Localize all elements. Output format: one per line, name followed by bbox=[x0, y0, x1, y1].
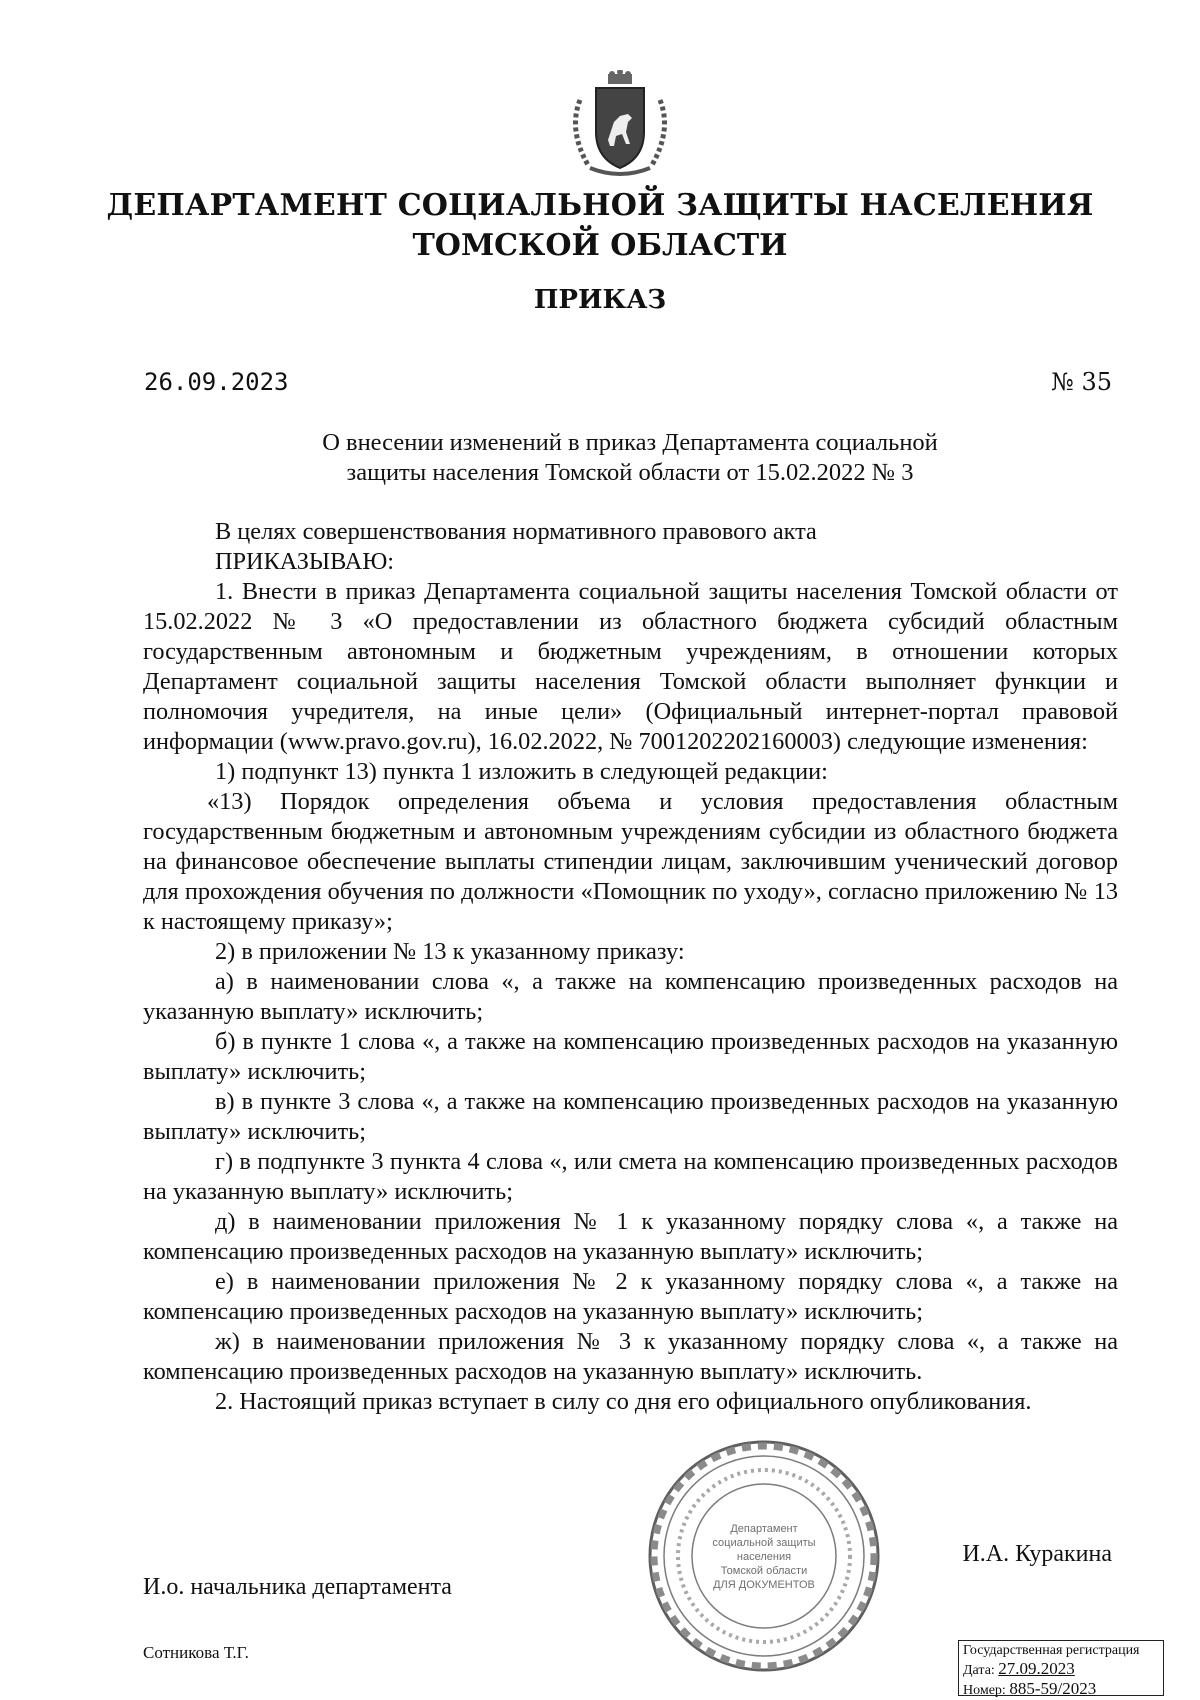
executor-name: Сотникова Т.Г. bbox=[143, 1643, 249, 1662]
paragraph-item-1: 1. Внести в приказ Департамента социальной защиты населения Томской области от 15.02.2022 № 3 «О предоставлении из областного бюджета субсидий областным государственным автономным и бюджетным учреждениям, в отношении которых Департамент социальной защиты населения Томской области выполняет функции и полномочия учредителя, на иные цели» (Официальный интернет-портал правовой информации (www.pravo.gov.ru), 16.02.2022, № 7001202202160003) следующие изменения: bbox=[143, 578, 1118, 755]
document-subject bbox=[200, 428, 1060, 488]
paragraph-quoted-13: «13) Порядок определения объема и условия предоставления областным государственным бюджетным и автономным учреждениям субсидии из областного бюджета на финансовое обеспечение выплаты стипендии лицам, заключившим ученический договор для прохождения обучения по должности «Помощник по уходу», согласно приложению № 13 к настоящему приказу»; bbox=[143, 788, 1118, 935]
seal-line-5: ДЛЯ ДОКУМЕНТОВ bbox=[713, 1579, 815, 1591]
subject-line-2: защиты населения Томской области от 15.02.2022 № 3 bbox=[346, 459, 914, 486]
registration-date-value: 27.09.2023 bbox=[998, 1659, 1075, 1678]
official-seal-icon bbox=[646, 1438, 882, 1674]
paragraph-subitem-1: 1) подпункт 13) пункта 1 изложить в следующей редакции: bbox=[215, 758, 828, 785]
document-body bbox=[143, 517, 1118, 1417]
paragraph-purpose: В целях совершенствования нормативного правового акта bbox=[215, 518, 817, 545]
registration-number-label: Номер: bbox=[963, 1683, 1006, 1698]
document-type: ПРИКАЗ bbox=[533, 285, 667, 315]
paragraph-v: в) в пункте 3 слова «, а также на компенсацию произведенных расходов на указанную выплату» исключить; bbox=[143, 1088, 1118, 1145]
seal-line-1: Департамент bbox=[730, 1523, 798, 1535]
paragraph-item-2: 2. Настоящий приказ вступает в силу со дня его официального опубликования. bbox=[215, 1388, 1032, 1415]
paragraph-b: б) в пункте 1 слова «, а также на компенсацию произведенных расходов на указанную выплату» исключить; bbox=[143, 1028, 1118, 1085]
seal-line-2: социальной защиты bbox=[712, 1537, 816, 1549]
seal-line-3: населения bbox=[736, 1551, 792, 1563]
signer-name: И.А. Куракина bbox=[962, 1541, 1112, 1567]
paragraph-zh: ж) в наименовании приложения № 3 к указанному порядку слова «, а также на компенсацию произведенных расходов на указанную выплату» исключить. bbox=[143, 1328, 1118, 1385]
paragraph-a: а) в наименовании слова «, а также на компенсацию произведенных расходов на указанную выплату» исключить; bbox=[143, 968, 1118, 1025]
subject-line-1: О внесении изменений в приказ Департамента социальной bbox=[322, 429, 938, 456]
seal-line-4: Томской области bbox=[720, 1565, 808, 1577]
paragraph-g: г) в подпункте 3 пункта 4 слова «, или смета на компенсацию произведенных расходов на указанную выплату» исключить; bbox=[143, 1148, 1118, 1205]
org-title-line-2: ТОМСКОЙ ОБЛАСТИ bbox=[412, 228, 788, 263]
registration-date-label: Дата: bbox=[963, 1663, 995, 1678]
document-date: 26.09.2023 bbox=[144, 368, 289, 396]
document-number: № 35 bbox=[1051, 368, 1112, 396]
org-title-line-1: ДЕПАРТАМЕНТ СОЦИАЛЬНОЙ ЗАЩИТЫ НАСЕЛЕНИЯ bbox=[106, 188, 1094, 223]
signer-role: И.о. начальника департамента bbox=[143, 1574, 452, 1600]
paragraph-subitem-2: 2) в приложении № 13 к указанному приказу: bbox=[215, 938, 685, 965]
paragraph-d: д) в наименовании приложения № 1 к указанному порядку слова «, а также на компенсацию произведенных расходов на указанную выплату» исключить; bbox=[143, 1208, 1118, 1265]
registration-number-value: 885-59/2023 bbox=[1009, 1679, 1097, 1698]
paragraph-e: е) в наименовании приложения № 2 к указанному порядку слова «, а также на компенсацию произведенных расходов на указанную выплату» исключить; bbox=[143, 1268, 1118, 1325]
paragraph-order-word: ПРИКАЗЫВАЮ: bbox=[215, 548, 395, 575]
coat-of-arms-icon bbox=[560, 70, 680, 180]
registration-heading: Государственная регистрация bbox=[963, 1643, 1140, 1658]
registration-box bbox=[958, 1640, 1164, 1696]
